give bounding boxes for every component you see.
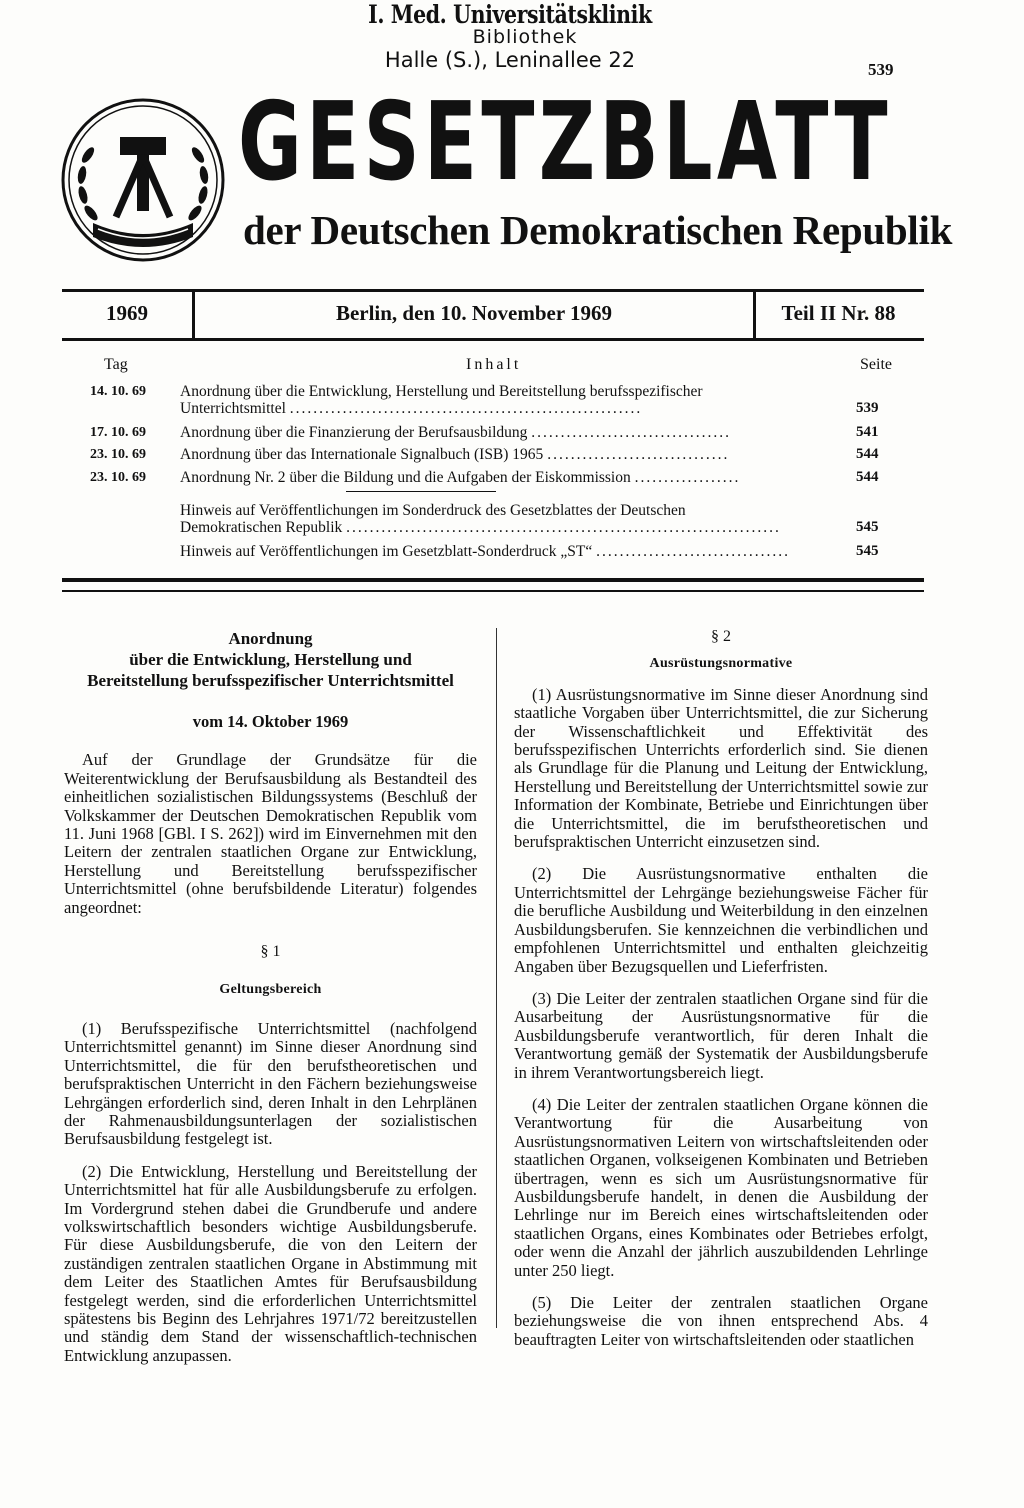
toc-entry-date: 17. 10. 69 [90,425,146,440]
toc-entry-date: 23. 10. 69 [90,470,146,485]
toc-header-page: Seite [860,356,892,373]
toc-header-date: Tag [104,356,128,373]
article-preamble: Auf der Grundlage der Grundsätze für die Weiterentwicklung der Berufsausbildung als Bestandteil des einheitlichen sozialistischen Bildungssystems (Beschluß der Volkskammer der Deutschen Demokratischen Republik vom 11. Juni 1968 [GBl. I S. 262]) wird im Einvernehmen mit den Leitern der zentralen staatlichen Organe zur Entwicklung, Herstellung und Bereitstellung berufsspezifischer Unterrichtsmittel (ohne berufsbildende Literatur) folgendes angeordnet: [64,750,477,917]
stamp-line-2: Bibliothek [472,26,578,49]
toc-entry-page: 544 [856,469,879,485]
toc-note-title: Hinweis auf Veröffentlichungen im Gesetzblatt-Sonderdruck „ST“ [180,543,593,560]
toc-separator [346,491,496,492]
issue-year: 1969 [106,301,148,325]
stamp-line-1: I. Med. Universitätsklinik [368,0,652,29]
stamp-line-3: Halle (S.), Leninallee 22 [384,48,636,73]
section-2-paragraph-4: (4) Die Leiter der zentralen staatlichen Organe können die Verantwortung für die Ausarbeitung von Ausrüstungsnormativen Leitern von wirtschaftsleitenden oder staatlichen Organen, volkseigenen Kombinaten und Betrieben übertragen, wenn es sich um Ausrüstungsnormative für Ausbildungsberufe handelt, in denen die Ausbildung der Lehrlinge nur im Bereich eines wirtschaftsleitenden oder staatlichen Organs, eines Kombinates oder Betriebes erfolgt, oder wenn die Anzahl der jährlich auszubildenden Lehrlinge unter 250 liegt. [514,1094,928,1280]
article-date: vom 14. Oktober 1969 [192,712,349,731]
issue-info-bar [62,289,924,341]
toc-entry-date: 14. 10. 69 [90,384,146,399]
state-emblem-icon [58,95,228,265]
column-divider [496,628,497,1328]
toc-header-content: Inhalt [466,356,522,373]
section-1-paragraph-1: (1) Berufsspezifische Unterrichtsmittel (nachfolgend Unterrichtsmittel genannt) im Sinne dieser Anordnung sind Unterrichtsmittel, die für den berufstheoretischen und berufspraktischen Unterricht in den Fächern beziehungsweise Lehrgängen erforderlich sind, deren Inhalt in den Lehrplänen der Rahmenausbildungsunterlagen der sozialistischen Berufsausbildung festgelegt ist. [64,1018,477,1149]
toc-note-title-cont: Demokratischen Republik [180,519,343,536]
section-1-paragraph-2: (2) Die Entwicklung, Herstellung und Bereitstellung der Unterrichtsmittel hat für alle Ausbildungsberufe zu erfolgen. Im Vordergrund stehen dabei die Grundberufe und andere volkswirtschaftlich besonders wichtige Ausbildungsberufe. Für diese Ausbildungsberufe, die von den Leitern der zuständigen zentralen staatlichen Organe in Abstimmung mit dem Leiter des Staatlichen Amtes für Berufsausbildung festgelegt werden, sind die erforderlichen Unterrichtsmittel spätestens bis Beginn des Lehrjahres 1971/72 bereitzustellen und ständig dem Stand der wissenschaftlich-technischen Entwicklung anzupassen. [64,1161,477,1365]
section-2-paragraph-1: (1) Ausrüstungsnormative im Sinne dieser Anordnung sind staatliche Vorgaben über Unterrichtsmittel, die zur Sicherung der Wissenschaftlichkeit und Effektivität des berufsspezifischen Unterrichts erforderlich sind. Sie dienen als Grundlage für die Planung und Leitung der Entwicklung, Herstellung und Bereitstellung der Unterrichtsmittel sowie zur Information der Kombinate, Betriebe und Einrichtungen über die Unterrichtsmittel, die im berufstheoretischen und berufspraktischen Unterricht einzusetzen sind. [514,684,928,852]
toc-entry-title-cont: Unterrichtsmittel [180,400,286,417]
section-1-title: Geltungsbereich [219,982,322,998]
page-number: 539 [868,60,894,79]
toc-entry-title: Anordnung Nr. 2 über die Bildung und die Aufgaben der Eiskommission [180,469,631,486]
issue-number: Teil II Nr. 88 [781,301,896,325]
toc-entry-page: 541 [856,424,879,440]
section-1-number: § 1 [260,943,281,961]
toc-note-page: 545 [856,543,879,559]
library-stamp [320,2,700,71]
toc-entry-page: 539 [856,400,879,416]
issue-place-date: Berlin, den 10. November 1969 [192,292,756,338]
toc-entry-title: Anordnung über das Internationale Signalbuch (ISB) 1965 [180,446,544,463]
masthead-title: GESETZBLATT [238,80,892,205]
section-2-paragraph-2: (2) Die Ausrüstungsnormative enthalten die Unterrichtsmittel der Lehrgänge beziehungsweise Fächer für die berufliche Ausbildung und Weiterbildung in den einzelnen Ausbildungsberufen. Sie kennzeichnen die verbindlichen und empfohlenen Unterrichtsmittel und enthalten gleichzeitig Angaben über Bezugsquellen und Lieferfristen. [514,864,928,976]
toc-note-title: Hinweis auf Veröffentlichungen im Sonderdruck des Gesetzblattes der Deutschen [180,502,686,519]
toc-entry-date: 23. 10. 69 [90,447,146,462]
section-2-number: § 2 [711,628,731,645]
left-column [64,628,477,1365]
section-2-paragraph-3: (3) Die Leiter der zentralen staatlichen Organe sind für die Ausarbeitung der Ausrüstungsnormative für die Ausbildungsberufe verantwortlich, für deren Inhalt die Verantwortung gemäß der Systematik der Ausbildungsberufe in ihrem Verantwortungsbereich liegt. [514,988,928,1082]
section-2-paragraph-5: (5) Die Leiter der zentralen staatlichen Organe beziehungsweise die von ihnen entsprechend Abs. 4 beauftragten Leiter von wirtschaftsleitenden oder staatlichen [514,1293,928,1349]
section-2-title: Ausrüstungsnormative [649,656,793,672]
article-title: Anordnung über die Entwicklung, Herstellung und Bereitstellung berufsspezifischer Unterrichtsmittel [87,629,454,690]
toc-entry-page: 544 [856,446,879,462]
right-column [514,628,928,1349]
masthead-subtitle: der Deutschen Demokratischen Republik [243,207,953,253]
toc-entry-title: Anordnung über die Entwicklung, Herstellung und Bereitstellung berufsspezifischer [180,383,703,400]
toc-entry-title: Anordnung über die Finanzierung der Berufsausbildung [180,424,528,441]
toc-note-page: 545 [856,519,879,535]
toc-end-rule [62,578,924,592]
